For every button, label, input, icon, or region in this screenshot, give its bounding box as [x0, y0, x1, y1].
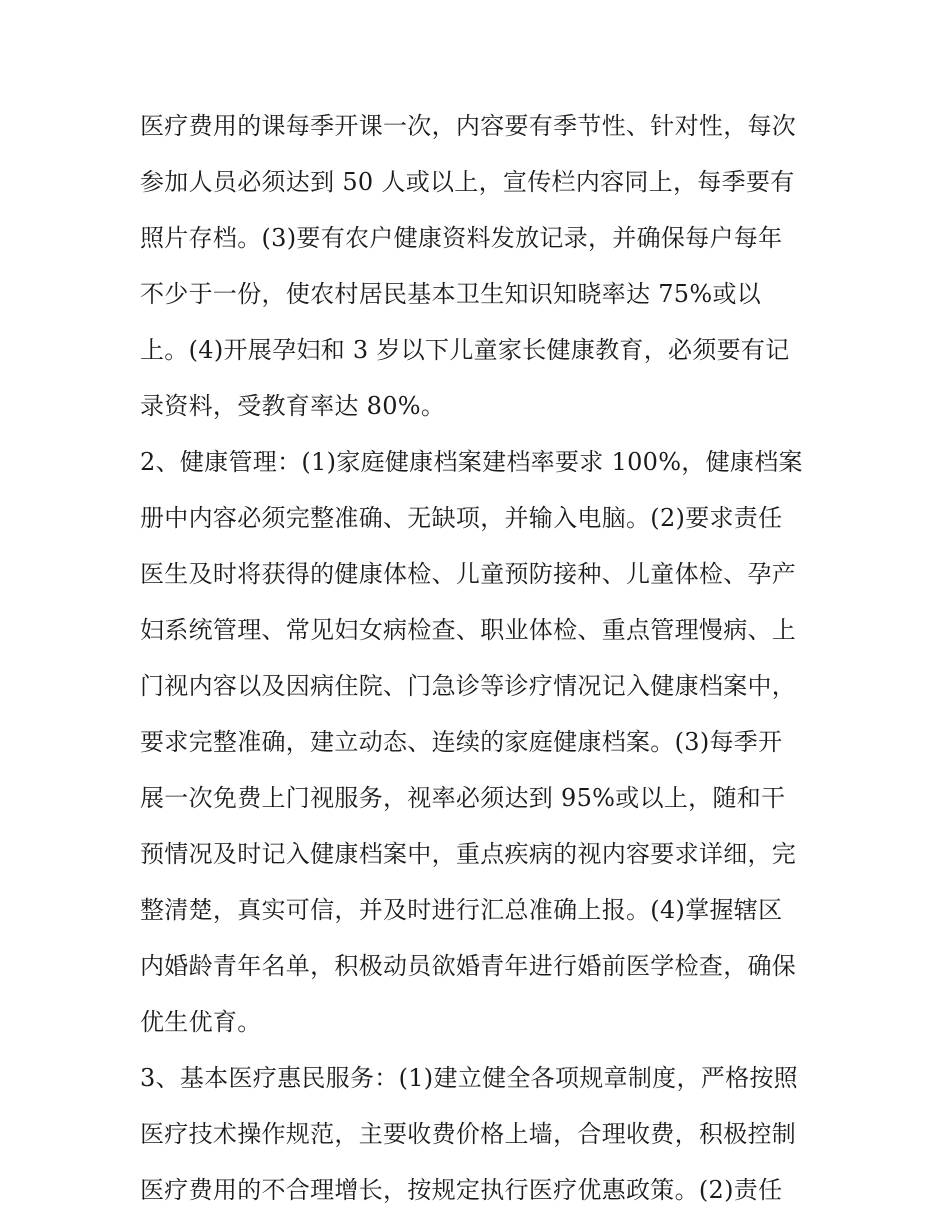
- section-3-heading-line: 3、基本医疗惠民服务：(1)建立健全各项规章制度，严格按照: [140, 1064, 798, 1092]
- text-line: 展一次免费上门视服务，视率必须达到 95%或以上，随和干: [140, 784, 786, 812]
- text-line: 医疗费用的课每季开课一次，内容要有季节性、针对性，每次: [140, 112, 797, 140]
- text-line: 册中内容必须完整准确、无缺项，并输入电脑。(2)要求责任: [140, 504, 783, 532]
- text-line: 参加人员必须达到 50 人或以上，宣传栏内容同上，每季要有: [140, 168, 795, 196]
- text-line: 医疗技术操作规范，主要收费价格上墙，合理收费，积极控制: [140, 1120, 797, 1148]
- text-line: 医疗费用的不合理增长，按规定执行医疗优惠政策。(2)责任: [140, 1176, 783, 1204]
- text-line: 整清楚，真实可信，并及时进行汇总准确上报。(4)掌握辖区: [140, 896, 783, 924]
- text-line: 妇系统管理、常见妇女病检查、职业体检、重点管理慢病、上: [140, 616, 797, 644]
- text-line: 门视内容以及因病住院、门急诊等诊疗情况记入健康档案中，: [140, 672, 797, 700]
- text-line: 内婚龄青年名单，积极动员欲婚青年进行婚前医学检查，确保: [140, 952, 797, 980]
- document-body: [140, 98, 812, 1218]
- text-line: 要求完整准确，建立动态、连续的家庭健康档案。(3)每季开: [140, 728, 783, 756]
- text-line: 照片存档。(3)要有农户健康资料发放记录，并确保每户每年: [140, 224, 783, 252]
- section-2-heading-line: 2、健康管理：(1)家庭健康档案建档率要求 100%，健康档案: [140, 448, 803, 476]
- text-line: 优生优育。: [140, 1008, 262, 1036]
- text-line: 上。(4)开展孕妇和 3 岁以下儿童家长健康教育，必须要有记: [140, 336, 790, 364]
- text-line: 录资料，受教育率达 80%。: [140, 392, 446, 420]
- text-line: 医生及时将获得的健康体检、儿童预防接种、儿童体检、孕产: [140, 560, 797, 588]
- text-line: 预情况及时记入健康档案中，重点疾病的视内容要求详细，完: [140, 840, 797, 868]
- text-line: 不少于一份，使农村居民基本卫生知识知晓率达 75%或以: [140, 280, 762, 308]
